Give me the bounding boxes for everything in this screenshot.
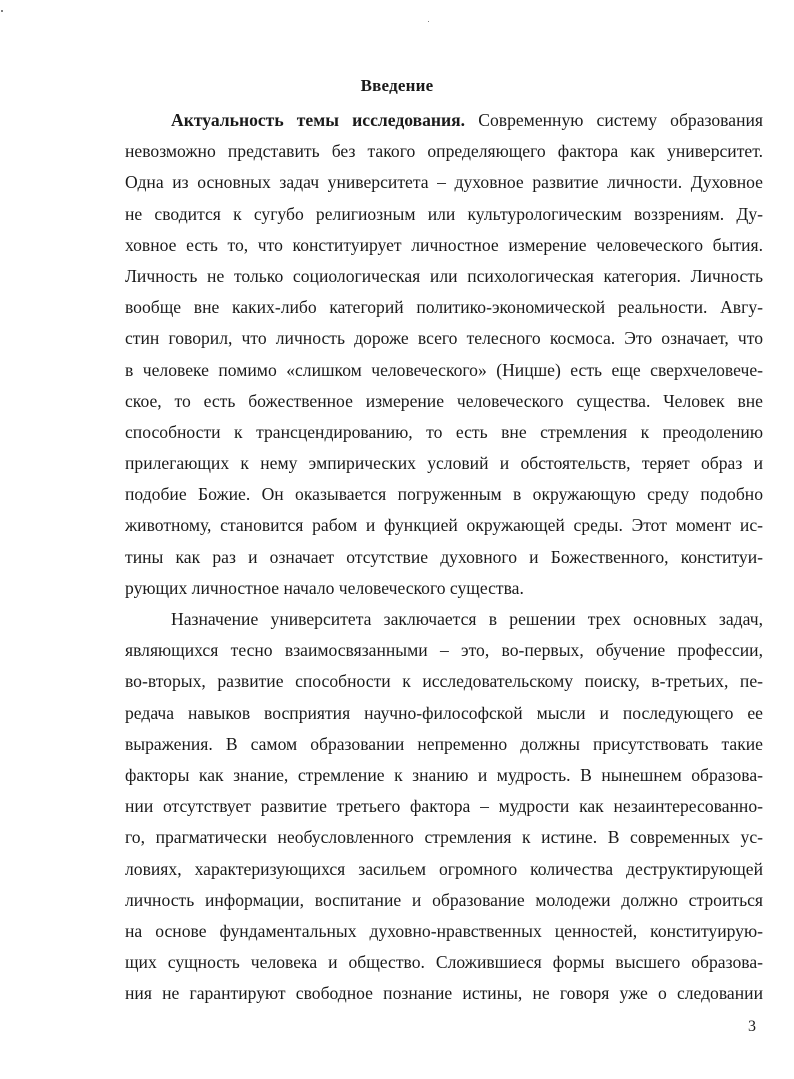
lead-heading: Актуальность темы исследования. — [171, 110, 466, 130]
paragraph-1-line — [125, 105, 763, 136]
paragraph-1-line: вообще вне каких-либо категорий политико-экономической реальности. Авгу- — [125, 297, 763, 318]
paragraph-1-line: ховное есть то, что конституирует личностное измерение человеческого бытия. — [125, 234, 763, 255]
paragraph-2-line: во-вторых, развитие способности к исследовательскому поиску, в-третьих, пе- — [125, 671, 763, 692]
paragraph-1-line: Одна из основных задач университета – духовное развитие личности. Духовное — [125, 172, 763, 193]
paragraph-1-line: подобие Божие. Он оказывается погруженным в окружающую среду подобно — [125, 484, 763, 505]
paragraph-1-line: не сводится к сугубо религиозным или культурологическим воззрениям. Ду- — [125, 203, 763, 224]
scan-speck — [428, 21, 429, 22]
paragraph-2-line: выражения. В самом образовании непременно должны присутствовать такие — [125, 733, 763, 754]
paragraph-1-line: стин говорил, что личность дороже всего телесного космоса. Это означает, что — [125, 328, 763, 349]
paragraph-1-line: способности к трансцендированию, то есть вне стремления к преодолению — [125, 421, 763, 442]
paragraph-1-line: Личность не только социологическая или психологическая категория. Личность — [125, 265, 763, 286]
paragraph-2-line: факторы как знание, стремление к знанию и мудрость. В нынешнем образова- — [125, 764, 763, 785]
body-text — [125, 105, 763, 1009]
paragraph-2-line: на основе фундаментальных духовно-нравственных ценностей, конституирую- — [125, 920, 763, 941]
paragraph-2-line: ния не гарантируют свободное познание истины, не говоря уже о следовании — [125, 983, 763, 1004]
paragraph-2-line: редача навыков восприятия научно-философской мысли и последующего ее — [125, 702, 763, 723]
paragraph-2-line: ловиях, характеризующихся засильем огромного количества деструктирующей — [125, 858, 763, 879]
section-title: Введение — [360, 76, 434, 95]
paragraph-1-first-line: Современную систему образования — [465, 110, 763, 130]
paragraph-1-line: невозможно представить без такого определяющего фактора как университет. — [125, 141, 763, 162]
paragraph-1-line: животному, становится рабом и функцией окружающей среды. Этот момент ис- — [125, 515, 763, 536]
paragraph-1-line: в человеке помимо «слишком человеческого» (Ницше) есть еще сверхчеловече- — [125, 359, 763, 380]
paragraph-1-line: ское, то есть божественное измерение человеческого существа. Человек вне — [125, 390, 763, 411]
page-number: 3 — [748, 1018, 756, 1035]
paragraph-1-line: прилегающих к нему эмпирических условий и обстоятельств, теряет образ и — [125, 453, 763, 474]
paragraph-2-line: являющихся тесно взаимосвязанными – это, во-первых, обучение профессии, — [125, 640, 763, 661]
paragraph-2-line: Назначение университета заключается в решении трех основных задач, — [171, 609, 763, 629]
paragraph-1-line: рующих личностное начало человеческого существа. — [125, 577, 524, 598]
paragraph-2-line: личность информации, воспитание и образование молодежи должно строиться — [125, 889, 763, 910]
scan-speck — [1, 10, 3, 12]
paragraph-2-line: го, прагматически необусловленного стремления к истине. В современных ус- — [125, 827, 763, 848]
paragraph-2-line: нии отсутствует развитие третьего фактора – мудрости как незаинтересованно- — [125, 796, 763, 817]
paragraph-2-line: щих сущность человека и общество. Сложившиеся формы высшего образова- — [125, 952, 763, 973]
paragraph-1-line: тины как раз и означает отсутствие духовного и Божественного, конституи- — [125, 546, 763, 567]
